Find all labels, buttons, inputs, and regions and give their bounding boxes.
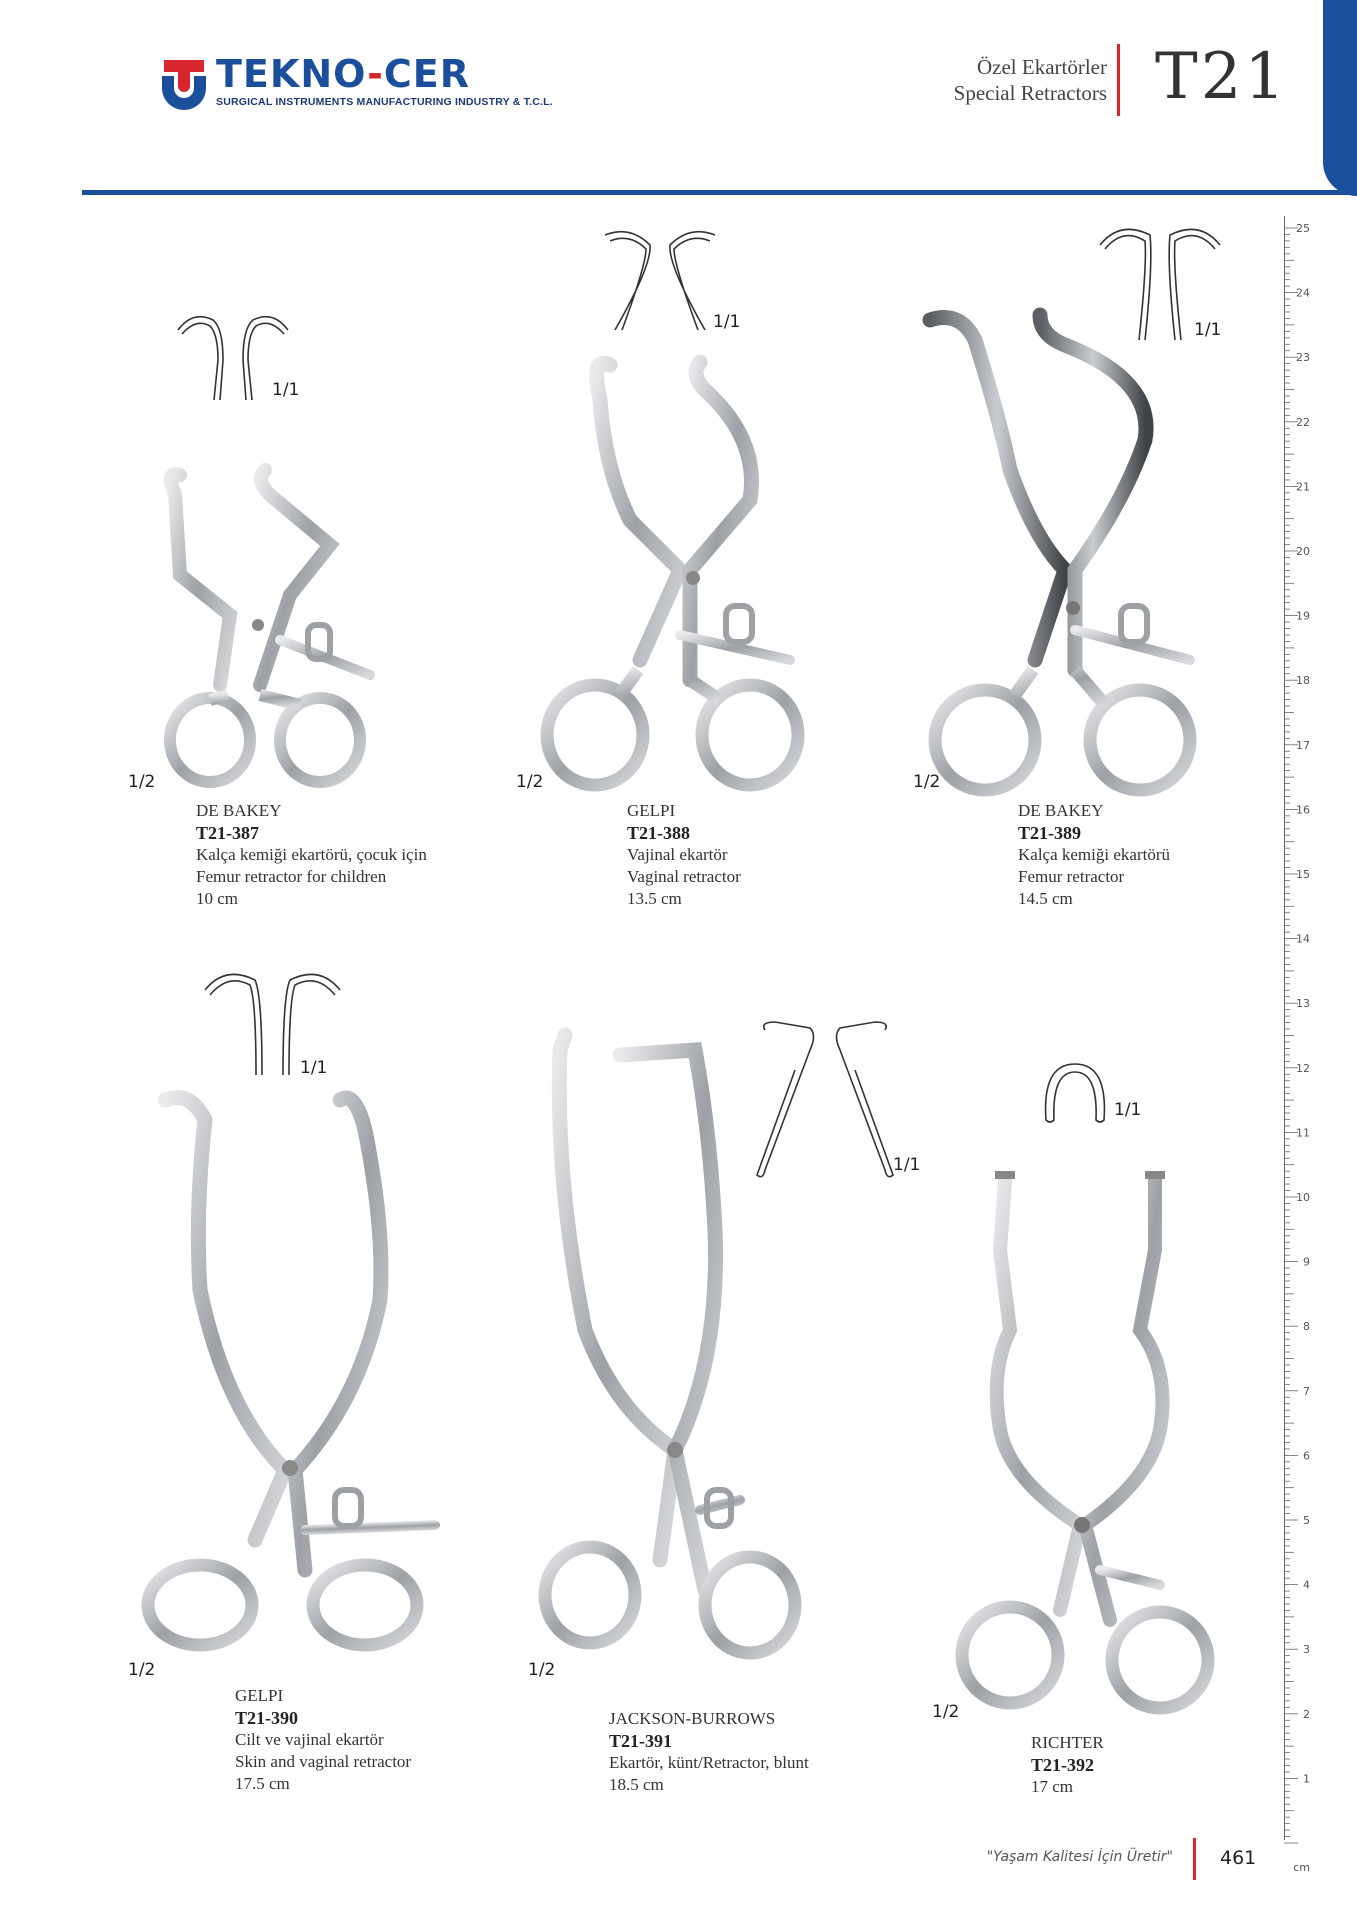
scale-tip-390: 1/1 [300, 1058, 328, 1078]
page-number: 461 [1220, 1847, 1257, 1869]
section-title [954, 54, 1107, 106]
ruler-label: 8 [1303, 1320, 1310, 1334]
scale-main-389: 1/2 [913, 772, 941, 792]
brand-logo [160, 52, 553, 112]
product-code: T21-388 [627, 823, 690, 843]
instrument-image-390 [135, 1090, 445, 1650]
scale-tip-391: 1/1 [893, 1155, 921, 1175]
ruler-label: 2 [1303, 1707, 1310, 1721]
instrument-image-389 [915, 310, 1215, 800]
instrument-image-391 [535, 1030, 815, 1670]
scale-main-388: 1/2 [516, 772, 544, 792]
section-title-tr: Özel Ekartörler [976, 55, 1107, 79]
product-brand: DE BAKEY [1018, 801, 1104, 820]
product-brand: GELPI [627, 801, 676, 820]
ruler-label: 1 [1303, 1772, 1310, 1786]
scale-tip-387: 1/1 [272, 380, 300, 400]
product-desc-en: Femur retractor for children [196, 867, 387, 886]
ruler-label: 5 [1303, 1514, 1310, 1527]
product-size: 14.5 cm [1018, 889, 1073, 908]
header-corner-band [1323, 0, 1357, 196]
footer-slogan: "Yaşam Kalitesi İçin Üretir" [986, 1849, 1173, 1865]
product-desc-tr: Vajinal ekartör [627, 845, 728, 864]
product-desc-tr: Cilt ve vajinal ekartör [235, 1730, 384, 1749]
scale-tip-388: 1/1 [713, 312, 741, 332]
scale-tip-392: 1/1 [1114, 1100, 1142, 1120]
instrument-image-392 [940, 1170, 1240, 1730]
instrument-image-388 [530, 350, 820, 800]
product-brand: JACKSON-BURROWS [609, 1709, 776, 1728]
ruler-label: 15 [1296, 868, 1310, 881]
ruler-label: 22 [1296, 415, 1310, 429]
product-size: 13.5 cm [627, 889, 682, 908]
ruler-label: 10 [1296, 1191, 1310, 1204]
ruler-label: 20 [1296, 545, 1310, 558]
scale-main-390: 1/2 [128, 1660, 156, 1680]
ruler-label: 9 [1303, 1255, 1310, 1269]
product-code: T21-389 [1018, 823, 1081, 843]
product-size: 17 cm [1031, 1777, 1074, 1796]
ruler-label: 13 [1296, 997, 1310, 1011]
ruler-label: 14 [1296, 932, 1310, 946]
brand-name: TEKNO-CER [216, 52, 471, 96]
product-desc: Ekartör, künt/Retractor, blunt [609, 1753, 809, 1772]
product-code: T21-387 [196, 823, 259, 843]
scale-main-391: 1/2 [528, 1660, 556, 1680]
product-brand: GELPI [235, 1686, 284, 1705]
ruler-label: 19 [1296, 609, 1310, 623]
ruler-label: 23 [1296, 351, 1310, 365]
ruler-label: 21 [1296, 480, 1310, 494]
ruler-label: 25 [1296, 222, 1310, 235]
scale-tip-389: 1/1 [1194, 320, 1222, 340]
scale-main-387: 1/2 [128, 772, 156, 792]
product-desc-en: Femur retractor [1018, 867, 1125, 886]
product-desc-en: Skin and vaginal retractor [235, 1752, 412, 1771]
product-brand: RICHTER [1031, 1733, 1104, 1752]
section-title-en: Special Retractors [953, 81, 1107, 105]
product-size: 17.5 cm [235, 1774, 290, 1793]
cm-ruler [1284, 216, 1312, 1874]
instrument-image-387 [140, 465, 400, 795]
ruler-label: 16 [1296, 803, 1310, 817]
product-card-392 [1031, 1732, 1104, 1798]
section-code: T21 [1155, 40, 1289, 114]
product-card-390 [235, 1685, 411, 1795]
product-card-389 [1018, 800, 1170, 910]
scale-main-392: 1/2 [932, 1702, 960, 1722]
header-divider [82, 190, 1357, 195]
product-code: T21-392 [1031, 1755, 1094, 1775]
ruler-label: 7 [1303, 1384, 1310, 1398]
ruler-label: 3 [1303, 1643, 1310, 1657]
product-desc-tr: Kalça kemiği ekartörü, çocuk için [196, 845, 427, 864]
product-code: T21-390 [235, 1708, 298, 1728]
product-size: 10 cm [196, 889, 239, 908]
header-red-divider [1117, 44, 1120, 116]
product-desc-en: Vaginal retractor [627, 867, 741, 886]
footer-red-divider [1193, 1838, 1196, 1880]
product-size: 18.5 cm [609, 1775, 664, 1794]
tip-detail-388 [600, 225, 720, 335]
brand-tagline: SURGICAL INSTRUMENTS MANUFACTURING INDUSTRY & T.C.L. [216, 96, 553, 108]
product-card-388 [627, 800, 741, 910]
product-card-387 [196, 800, 427, 910]
ruler-label: 24 [1296, 286, 1310, 300]
ruler-label: 11 [1296, 1126, 1310, 1140]
ruler-label: 4 [1303, 1578, 1310, 1592]
ruler-label: 6 [1303, 1449, 1310, 1463]
product-brand: DE BAKEY [196, 801, 282, 820]
product-desc-tr: Kalça kemiği ekartörü [1018, 845, 1170, 864]
ruler-label: 17 [1296, 738, 1310, 752]
ruler-label: 18 [1296, 674, 1310, 688]
logo-mark-icon [160, 56, 208, 104]
tip-detail-392 [1040, 1060, 1110, 1126]
product-card-391 [609, 1708, 809, 1796]
product-code: T21-391 [609, 1731, 672, 1751]
ruler-unit: cm [1293, 1861, 1310, 1874]
ruler-label: 12 [1296, 1061, 1310, 1075]
